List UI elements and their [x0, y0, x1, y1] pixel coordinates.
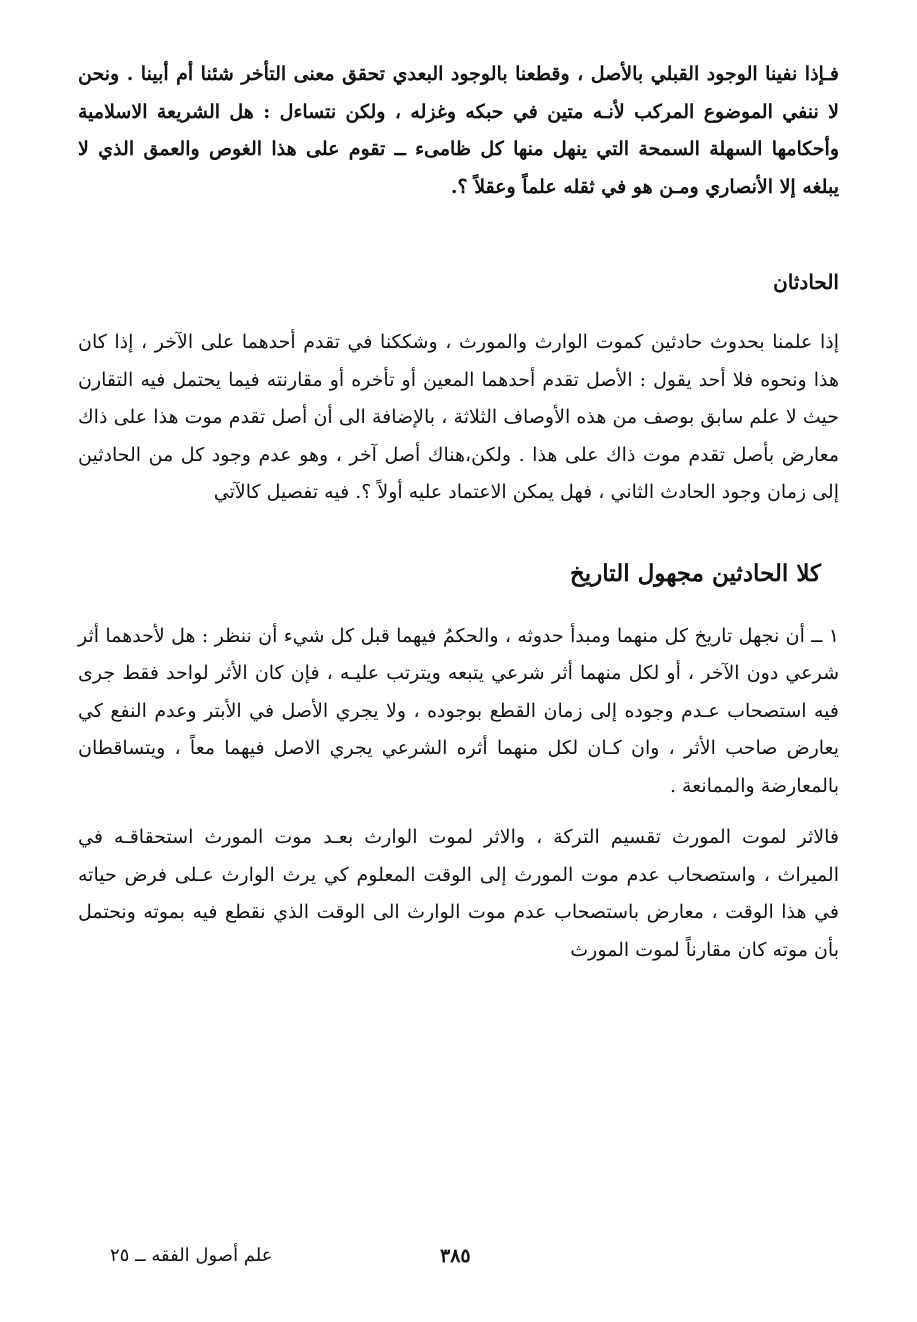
section-heading-unknown-date: كلا الحادثين مجهول التاريخ — [569, 559, 821, 587]
running-footer-title: علم أصول الفقه ــ ٢٥ — [110, 1245, 273, 1266]
paragraph-inheritance-example: فالاثر لموت المورث تقسيم التركة ، والاثر لموت الوارث بعـد موت المورث استحقاقـه في الميراث ، واستصحاب عدم موت المورث إلى الوقت المعلوم كي يرث الوارث عـلى فرض حياته في هذا الوقت ، معارض باستصحاب عدم موت الوارث الى الوقت الذي نقطع فيه بموته ونحتمل بأن موته كان مقارناً لموت المورث — [78, 826, 839, 961]
page-number: ٣٨٥ — [440, 1245, 471, 1267]
paragraph-case-one: ١ ــ أن نجهل تاريخ كل منهما ومبدأ حدوثه ، والحكمُ فيهما قبل كل شيء أن ننظر : هل لأحدهما أثر شرعي دون الآخر ، أو لكل منهما أثر شرعي يتبعه ويترتب عليـه ، فإن كان الأثر لواحد فقط جرى فيه استصحاب عـدم وجوده إلى زمان القطع بوجوده ، ولا يجري الأصل في الأبتر وعدم النفع كي يعارض صاحب الأثر ، وان كـان لكل منهما أثره الشرعي يجري الاصل فيهما معاً ، ويتساقطان بالمعارضة والممانعة . — [78, 624, 839, 797]
section-heading-two-events: الحادثان — [773, 270, 839, 294]
paragraph-two-events: إذا علمنا بحدوث حادثين كموت الوارث والمورث ، وشككنا في تقدم أحدهما على الآخر ، إذا كان هذا ونحوه فلا أحد يقول : الأصل تقدم أحدهما المعين أو تأخره أو مقارنته فيما يحتمل فيه التقارن حيث لا علم سابق بوصف من هذه الأوصاف الثلاثة ، بالإضافة الى أن أصل تقدم موت هذا على ذاك معارض بأصل تقدم موت ذاك على هذا . ولكن،هناك أصل آخر ، وهو عدم وجود كل من الحادثين إلى زمان وجود الحادث الثاني ، فهل يمكن الاعتماد عليه أولاً ؟. فيه تفصيل كالآتي — [78, 331, 840, 503]
paragraph-intro: فـإذا نفينا الوجود القبلي بالأصل ، وقطعنا بالوجود البعدي تحقق معنى التأخر شئنا أم أبينا . ونحن لا ننفي الموضوع المركب لأنـه متين في حبكه وغزله ، ولكن نتساءل : هل الشريعة الاسلامية وأحكامها السهلة السمحة التي ينهل منها كل ظامىء ــ تقوم على هذا الغوص والعمق الذي لا يبلغه إلا الأنصاري ومـن هو في ثقله علماً وعقلاً ؟. — [78, 63, 839, 198]
page-body — [78, 56, 839, 1322]
page-footer — [110, 1245, 807, 1275]
